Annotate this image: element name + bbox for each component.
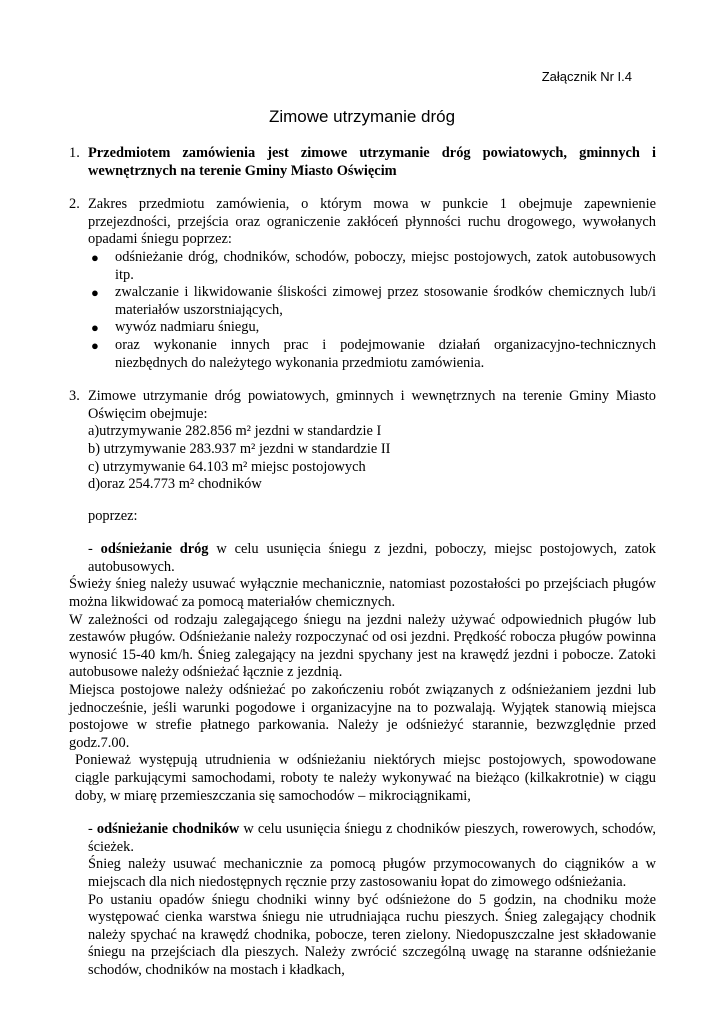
bullet-icon: ● bbox=[91, 320, 99, 336]
list-item: ● wywóz nadmiaru śniegu, bbox=[88, 319, 656, 337]
paragraph: Śnieg należy usuwać mechanicznie za pomocą pługów przymocowanych do ciągników a w miejscach dla nich niedostępnych ręcznie przy zastosowaniu łopat do zimowego odśnieżania. bbox=[88, 856, 656, 890]
document-title: Zimowe utrzymanie dróg bbox=[268, 107, 456, 126]
section-number: 2. bbox=[69, 196, 80, 213]
section-number: 3. bbox=[69, 388, 80, 405]
section-1-text: Przedmiotem zamówienia jest zimowe utrzymanie dróg powiatowych, gminnych i wewnętrznych na terenie Gminy Miasto Oświęcim bbox=[88, 145, 656, 179]
document-body bbox=[69, 145, 656, 980]
list-item: b) utrzymywanie 283.937 m² jezdni w standardzie II bbox=[88, 440, 391, 457]
list-item: ● oraz wykonanie innych prac i podejmowanie działań organizacyjno-technicznych niezbędnych do należytego wykonania przedmiotu zamówienia. bbox=[88, 337, 656, 372]
section-1 bbox=[69, 145, 656, 180]
section-2-intro: Zakres przedmiotu zamówienia, o którym mowa w punkcie 1 obejmuje zapewnienie przejezdności, przejścia oraz ograniczenie zakłóceń płynności ruchu drogowego, wywołanych opadami śniegu poprzez: bbox=[88, 196, 656, 248]
bullet-icon: ● bbox=[91, 285, 99, 301]
section-3 bbox=[69, 388, 656, 423]
roads-heading: - odśnieżanie dróg w celu usunięcia śniegu z jezdni, poboczy, miejsc postojowych, zatok autobusowych. bbox=[88, 541, 656, 575]
list-item: a)utrzymywanie 282.856 m² jezdni w standardzie I bbox=[88, 423, 382, 440]
paragraph: Świeży śnieg należy usuwać wyłącznie mechanicznie, natomiast pozostałości po przejściach pługów można likwidować za pomocą materiałów chemicznych. bbox=[69, 576, 656, 611]
paragraph: Ponieważ występują utrudnienia w odśnieżaniu niektórych miejsc postojowych, spowodowane ciągle parkującymi samochodami, roboty te należy wykonywać na bieżąco (kilkakrotnie) w ciągu doby, w miarę przemieszczania się samochodów – mikrociągnikami, bbox=[75, 752, 656, 804]
sidewalks-heading-bold: odśnieżanie chodników bbox=[96, 821, 240, 838]
section-3-intro: Zimowe utrzymanie dróg powiatowych, gminnych i wewnętrznych na terenie Gminy Miasto Oświęcim obejmuje: bbox=[88, 388, 656, 422]
paragraph: W zależności od rodzaju zalegającego śniegu na jezdni należy używać odpowiednich pługów lub zestawów pługów. Odśnieżanie należy rozpoczynać od osi jezdni. Prędkość robocza pługów powinna wynosić 15-40 km/h. Śnieg zalegający na jezdni spychany jest na krawędź jezdni i pobocze. Zatoki autobusowe należy odśnieżać łącznie z jezdnią. bbox=[69, 611, 656, 681]
through-label: poprzez: bbox=[88, 507, 138, 524]
list-item: ● odśnieżanie dróg, chodników, schodów, poboczy, miejsc postojowych, zatok autobusowych itp. bbox=[88, 249, 656, 284]
scope-bullet-list bbox=[88, 249, 656, 372]
section-3-content bbox=[69, 423, 656, 576]
annex-label: Załącznik Nr I.4 bbox=[541, 69, 632, 84]
roads-paragraphs bbox=[69, 576, 656, 805]
paragraph: Po ustaniu opadów śniegu chodniki winny być odśnieżone do 5 godzin, na chodniku może występować cienka warstwa śniegu nie utrudniająca ruchu pieszych. Śnieg zalegający chodnik należy spychać na krawędź chodnika, pobocze, teren zielony. Niedopuszczalne jest składowanie śniegu na przejściach dla pieszych. Należy zwrócić szczególną uwagę na staranne odśnieżanie schodów, chodników na mostach i kładkach, bbox=[88, 891, 656, 978]
roads-heading-bold: odśnieżanie dróg bbox=[100, 541, 209, 558]
sidewalks-paragraphs bbox=[69, 856, 656, 979]
list-item: d)oraz 254.773 m² chodników bbox=[88, 476, 262, 493]
bullet-icon: ● bbox=[91, 249, 99, 265]
section-2 bbox=[69, 196, 656, 372]
paragraph: Miejsca postojowe należy odśnieżać po zakończeniu robót związanych z odśnieżaniem jezdni lub jednocześnie, jeśli warunki pogodowe i organizacyjne na to pozwalają. Wyjątek stanowią miejsca postojowe w strefie płatnego parkowania. Należy je odśnieżyć starannie, bezwzględnie przed godz.7.00. bbox=[69, 682, 656, 751]
list-item: ● zwalczanie i likwidowanie śliskości zimowej przez stosowanie środków chemicznych lub/i materiałów uszorstniających, bbox=[88, 284, 656, 319]
section-number: 1. bbox=[69, 145, 80, 161]
bullet-icon: ● bbox=[91, 337, 99, 353]
list-item: c) utrzymywanie 64.103 m² miejsc postojowych bbox=[88, 458, 366, 475]
sidewalks-heading: - odśnieżanie chodników w celu usunięcia śniegu z chodników pieszych, rowerowych, schodów, ścieżek. bbox=[88, 821, 656, 855]
measures-list bbox=[88, 423, 656, 493]
